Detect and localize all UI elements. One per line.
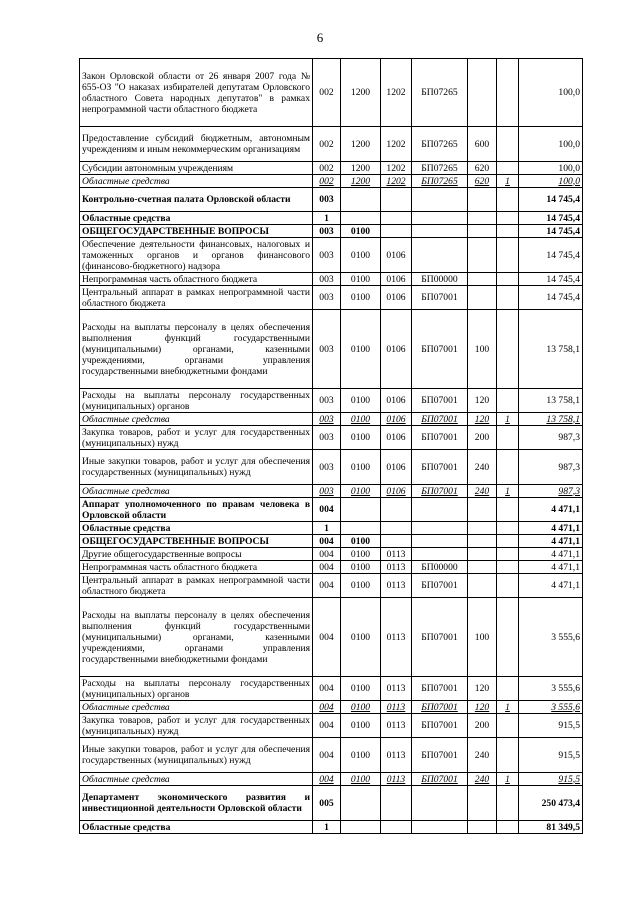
cell-name: Расходы на выплаты персоналу в целях обеспечения выполнения функций государственными (муниципальными) органами, казенными учреждениями, органами управления государственными внебюджетными фондами [80, 310, 313, 389]
cell-ved: 1 [313, 821, 341, 834]
cell-section: 0100 [341, 225, 381, 238]
cell-name: Предоставление субсидий бюджетным, автономным учреждениям и иным некоммерческим организациям [80, 127, 313, 162]
cell-amount: 13 758,1 [519, 310, 583, 389]
cell-source [497, 310, 519, 389]
table-row [80, 677, 583, 701]
cell-source: 1 [497, 175, 519, 188]
cell-subsection: 1202 [381, 162, 412, 175]
cell-ved: 003 [313, 426, 341, 450]
cell-amount: 100,0 [519, 162, 583, 175]
cell-expense-type [468, 286, 497, 310]
cell-amount: 14 745,4 [519, 188, 583, 212]
table-row [80, 127, 583, 162]
cell-ved: 002 [313, 175, 341, 188]
cell-target [412, 821, 468, 834]
cell-subsection: 0113 [381, 773, 412, 786]
cell-amount: 250 473,4 [519, 786, 583, 821]
cell-section: 0100 [341, 598, 381, 677]
cell-target: БП07265 [412, 127, 468, 162]
table-row [80, 561, 583, 574]
cell-section: 1200 [341, 162, 381, 175]
cell-name: Областные средства [80, 821, 313, 834]
cell-name: Департамент экономического развития и инвестиционной деятельности Орловской области [80, 786, 313, 821]
cell-section: 0100 [341, 535, 381, 548]
cell-subsection: 1202 [381, 59, 412, 127]
cell-expense-type [468, 498, 497, 522]
cell-amount: 4 471,1 [519, 561, 583, 574]
table-row [80, 701, 583, 714]
cell-source: 1 [497, 413, 519, 426]
cell-amount: 4 471,1 [519, 574, 583, 598]
cell-ved: 002 [313, 59, 341, 127]
cell-section: 0100 [341, 450, 381, 485]
table-row [80, 574, 583, 598]
cell-expense-type: 120 [468, 677, 497, 701]
cell-target: БП07001 [412, 450, 468, 485]
cell-ved: 003 [313, 188, 341, 212]
cell-section [341, 212, 381, 225]
cell-amount: 4 471,1 [519, 498, 583, 522]
cell-ved: 003 [313, 273, 341, 286]
cell-source [497, 535, 519, 548]
cell-ved: 004 [313, 535, 341, 548]
table-row [80, 162, 583, 175]
cell-target: БП07001 [412, 677, 468, 701]
cell-name: Закупка товаров, работ и услуг для государственных (муниципальных) нужд [80, 426, 313, 450]
cell-subsection: 0106 [381, 413, 412, 426]
cell-expense-type [468, 212, 497, 225]
cell-source [497, 389, 519, 413]
cell-source [497, 821, 519, 834]
table-row [80, 225, 583, 238]
table-row [80, 238, 583, 273]
cell-ved: 004 [313, 677, 341, 701]
cell-expense-type: 240 [468, 485, 497, 498]
cell-section: 0100 [341, 286, 381, 310]
cell-expense-type: 620 [468, 162, 497, 175]
cell-section: 0100 [341, 238, 381, 273]
cell-source [497, 286, 519, 310]
cell-section: 1200 [341, 175, 381, 188]
cell-section: 0100 [341, 548, 381, 561]
cell-name: Центральный аппарат в рамках непрограммной части областного бюджета [80, 574, 313, 598]
cell-name: Другие общегосударственные вопросы [80, 548, 313, 561]
cell-subsection: 1202 [381, 175, 412, 188]
cell-section: 0100 [341, 574, 381, 598]
cell-name: Непрограммная часть областного бюджета [80, 273, 313, 286]
cell-target: БП07001 [412, 485, 468, 498]
cell-amount: 3 555,6 [519, 598, 583, 677]
cell-name: Расходы на выплаты персоналу государственных (муниципальных) органов [80, 389, 313, 413]
cell-amount: 4 471,1 [519, 548, 583, 561]
cell-ved: 002 [313, 162, 341, 175]
table-row [80, 175, 583, 188]
cell-name: Областные средства [80, 413, 313, 426]
cell-source [497, 786, 519, 821]
table-row [80, 821, 583, 834]
cell-name: Расходы на выплаты персоналу в целях обеспечения выполнения функций государственными (муниципальными) органами, казенными учреждениями, органами управления государственными внебюджетными фондами [80, 598, 313, 677]
cell-amount: 915,5 [519, 738, 583, 773]
cell-expense-type: 240 [468, 450, 497, 485]
cell-source [497, 212, 519, 225]
cell-target [412, 786, 468, 821]
cell-subsection: 0106 [381, 238, 412, 273]
cell-ved: 004 [313, 548, 341, 561]
cell-amount: 14 745,4 [519, 212, 583, 225]
cell-subsection: 0113 [381, 548, 412, 561]
cell-amount: 4 471,1 [519, 535, 583, 548]
cell-source [497, 450, 519, 485]
cell-name: Областные средства [80, 522, 313, 535]
cell-amount: 3 555,6 [519, 701, 583, 714]
cell-ved: 003 [313, 485, 341, 498]
cell-amount: 100,0 [519, 175, 583, 188]
cell-amount: 13 758,1 [519, 413, 583, 426]
cell-target: БП07001 [412, 714, 468, 738]
cell-expense-type [468, 561, 497, 574]
cell-subsection: 0113 [381, 574, 412, 598]
cell-expense-type: 100 [468, 310, 497, 389]
cell-source [497, 574, 519, 598]
cell-section: 0100 [341, 714, 381, 738]
cell-target [412, 548, 468, 561]
cell-source: 1 [497, 485, 519, 498]
cell-amount: 14 745,4 [519, 273, 583, 286]
cell-expense-type: 200 [468, 714, 497, 738]
cell-section: 0100 [341, 310, 381, 389]
cell-section: 0100 [341, 561, 381, 574]
cell-source: 1 [497, 701, 519, 714]
cell-section: 0100 [341, 389, 381, 413]
table-row [80, 773, 583, 786]
cell-expense-type: 120 [468, 413, 497, 426]
table-row [80, 59, 583, 127]
cell-subsection [381, 786, 412, 821]
cell-name: Субсидии автономным учреждениям [80, 162, 313, 175]
cell-expense-type: 600 [468, 127, 497, 162]
cell-source [497, 426, 519, 450]
cell-name: Областные средства [80, 701, 313, 714]
page-number: 6 [316, 30, 324, 45]
table-row [80, 498, 583, 522]
cell-source [497, 225, 519, 238]
cell-name: Областные средства [80, 212, 313, 225]
table-row [80, 714, 583, 738]
cell-expense-type [468, 188, 497, 212]
cell-expense-type: 120 [468, 389, 497, 413]
cell-target [412, 498, 468, 522]
cell-amount: 987,3 [519, 426, 583, 450]
cell-source: 1 [497, 773, 519, 786]
cell-amount: 81 349,5 [519, 821, 583, 834]
cell-ved: 003 [313, 389, 341, 413]
table-row [80, 522, 583, 535]
table-row [80, 535, 583, 548]
cell-expense-type: 620 [468, 175, 497, 188]
cell-source [497, 598, 519, 677]
cell-ved: 004 [313, 574, 341, 598]
cell-name: ОБЩЕГОСУДАРСТВЕННЫЕ ВОПРОСЫ [80, 535, 313, 548]
cell-expense-type [468, 535, 497, 548]
cell-target [412, 238, 468, 273]
cell-subsection: 0113 [381, 598, 412, 677]
cell-expense-type: 200 [468, 426, 497, 450]
table-row [80, 188, 583, 212]
cell-section [341, 821, 381, 834]
budget-table [79, 58, 583, 834]
cell-target: БП07001 [412, 701, 468, 714]
cell-subsection [381, 535, 412, 548]
cell-source [497, 677, 519, 701]
cell-name: Закон Орловской области от 26 января 2007 года № 655-ОЗ "О наказах избирателей депутатам Орловского областного Совета народных депутатов" в рамках непрограммной части областного бюджета [80, 59, 313, 127]
cell-subsection: 0106 [381, 286, 412, 310]
cell-amount: 987,3 [519, 450, 583, 485]
cell-amount: 100,0 [519, 59, 583, 127]
cell-target: БП07001 [412, 738, 468, 773]
cell-target [412, 535, 468, 548]
cell-ved: 002 [313, 127, 341, 162]
cell-target: БП07001 [412, 426, 468, 450]
cell-ved: 003 [313, 450, 341, 485]
table-row [80, 450, 583, 485]
cell-expense-type [468, 821, 497, 834]
cell-name: Областные средства [80, 773, 313, 786]
cell-expense-type: 120 [468, 701, 497, 714]
table-row [80, 485, 583, 498]
cell-section: 0100 [341, 701, 381, 714]
cell-subsection [381, 498, 412, 522]
cell-subsection: 0106 [381, 450, 412, 485]
cell-amount: 13 758,1 [519, 389, 583, 413]
cell-subsection: 1202 [381, 127, 412, 162]
cell-source [497, 188, 519, 212]
cell-amount: 4 471,1 [519, 522, 583, 535]
cell-name: Непрограммная часть областного бюджета [80, 561, 313, 574]
cell-name: Областные средства [80, 485, 313, 498]
table-row [80, 413, 583, 426]
table-row [80, 548, 583, 561]
cell-name: Областные средства [80, 175, 313, 188]
cell-expense-type [468, 786, 497, 821]
cell-ved: 003 [313, 310, 341, 389]
cell-source [497, 561, 519, 574]
cell-section: 0100 [341, 485, 381, 498]
cell-amount: 987,3 [519, 485, 583, 498]
cell-name: Обеспечение деятельности финансовых, налоговых и таможенных органов и органов финансового (финансово-бюджетного) надзора [80, 238, 313, 273]
cell-section: 0100 [341, 273, 381, 286]
cell-ved: 005 [313, 786, 341, 821]
cell-subsection: 0113 [381, 677, 412, 701]
cell-source [497, 238, 519, 273]
cell-amount: 14 745,4 [519, 225, 583, 238]
cell-target: БП00000 [412, 273, 468, 286]
cell-name: Центральный аппарат в рамках непрограммной части областного бюджета [80, 286, 313, 310]
cell-ved: 004 [313, 561, 341, 574]
table-row [80, 310, 583, 389]
table-row [80, 273, 583, 286]
cell-section: 1200 [341, 59, 381, 127]
cell-subsection: 0113 [381, 738, 412, 773]
cell-expense-type: 240 [468, 773, 497, 786]
cell-section: 0100 [341, 677, 381, 701]
cell-subsection [381, 188, 412, 212]
cell-subsection [381, 821, 412, 834]
budget-table-body [80, 59, 583, 834]
cell-source [497, 273, 519, 286]
cell-expense-type: 100 [468, 598, 497, 677]
cell-ved: 003 [313, 238, 341, 273]
cell-source [497, 162, 519, 175]
cell-ved: 003 [313, 286, 341, 310]
cell-subsection: 0113 [381, 714, 412, 738]
table-row [80, 212, 583, 225]
cell-section [341, 522, 381, 535]
cell-source [497, 738, 519, 773]
cell-name: Контрольно-счетная палата Орловской области [80, 188, 313, 212]
cell-amount: 915,5 [519, 773, 583, 786]
cell-section [341, 786, 381, 821]
cell-name: Иные закупки товаров, работ и услуг для обеспечения государственных (муниципальных) нужд [80, 450, 313, 485]
cell-subsection [381, 225, 412, 238]
cell-subsection: 0106 [381, 485, 412, 498]
table-row [80, 286, 583, 310]
cell-amount: 3 555,6 [519, 677, 583, 701]
cell-section: 0100 [341, 413, 381, 426]
cell-target: БП07001 [412, 310, 468, 389]
cell-section: 0100 [341, 426, 381, 450]
cell-target: БП07265 [412, 162, 468, 175]
cell-subsection: 0106 [381, 273, 412, 286]
cell-expense-type [468, 574, 497, 598]
cell-source [497, 548, 519, 561]
cell-target [412, 522, 468, 535]
cell-name: Аппарат уполномоченного по правам человека в Орловской области [80, 498, 313, 522]
cell-target [412, 225, 468, 238]
cell-target: БП07001 [412, 389, 468, 413]
cell-amount: 14 745,4 [519, 238, 583, 273]
cell-name: Иные закупки товаров, работ и услуг для обеспечения государственных (муниципальных) нужд [80, 738, 313, 773]
cell-section [341, 498, 381, 522]
cell-ved: 1 [313, 522, 341, 535]
cell-target: БП07001 [412, 598, 468, 677]
cell-expense-type [468, 225, 497, 238]
cell-source [497, 59, 519, 127]
cell-source [497, 127, 519, 162]
cell-ved: 004 [313, 714, 341, 738]
cell-source [497, 714, 519, 738]
cell-ved: 003 [313, 413, 341, 426]
cell-ved: 004 [313, 598, 341, 677]
table-row [80, 426, 583, 450]
cell-expense-type [468, 273, 497, 286]
cell-subsection: 0106 [381, 389, 412, 413]
cell-expense-type [468, 238, 497, 273]
cell-ved: 004 [313, 773, 341, 786]
cell-subsection [381, 522, 412, 535]
cell-subsection: 0113 [381, 701, 412, 714]
cell-target [412, 188, 468, 212]
cell-source [497, 498, 519, 522]
cell-amount: 14 745,4 [519, 286, 583, 310]
cell-amount: 915,5 [519, 714, 583, 738]
cell-name: ОБЩЕГОСУДАРСТВЕННЫЕ ВОПРОСЫ [80, 225, 313, 238]
cell-target: БП07001 [412, 413, 468, 426]
cell-ved: 003 [313, 225, 341, 238]
table-row [80, 738, 583, 773]
cell-target: БП00000 [412, 561, 468, 574]
cell-ved: 004 [313, 701, 341, 714]
cell-expense-type [468, 522, 497, 535]
cell-target: БП07265 [412, 59, 468, 127]
cell-section: 0100 [341, 738, 381, 773]
cell-section [341, 188, 381, 212]
cell-target: БП07001 [412, 773, 468, 786]
cell-section: 0100 [341, 773, 381, 786]
cell-target: БП07001 [412, 286, 468, 310]
cell-section: 1200 [341, 127, 381, 162]
cell-subsection: 0106 [381, 426, 412, 450]
cell-source [497, 522, 519, 535]
cell-name: Расходы на выплаты персоналу государственных (муниципальных) органов [80, 677, 313, 701]
cell-target [412, 212, 468, 225]
table-row [80, 389, 583, 413]
cell-expense-type [468, 548, 497, 561]
cell-target: БП07001 [412, 574, 468, 598]
cell-ved: 004 [313, 738, 341, 773]
cell-target: БП07265 [412, 175, 468, 188]
cell-ved: 1 [313, 212, 341, 225]
cell-amount: 100,0 [519, 127, 583, 162]
cell-subsection: 0113 [381, 561, 412, 574]
table-row [80, 786, 583, 821]
cell-expense-type: 240 [468, 738, 497, 773]
table-row [80, 598, 583, 677]
cell-subsection [381, 212, 412, 225]
cell-ved: 004 [313, 498, 341, 522]
cell-expense-type [468, 59, 497, 127]
cell-name: Закупка товаров, работ и услуг для государственных (муниципальных) нужд [80, 714, 313, 738]
cell-subsection: 0106 [381, 310, 412, 389]
